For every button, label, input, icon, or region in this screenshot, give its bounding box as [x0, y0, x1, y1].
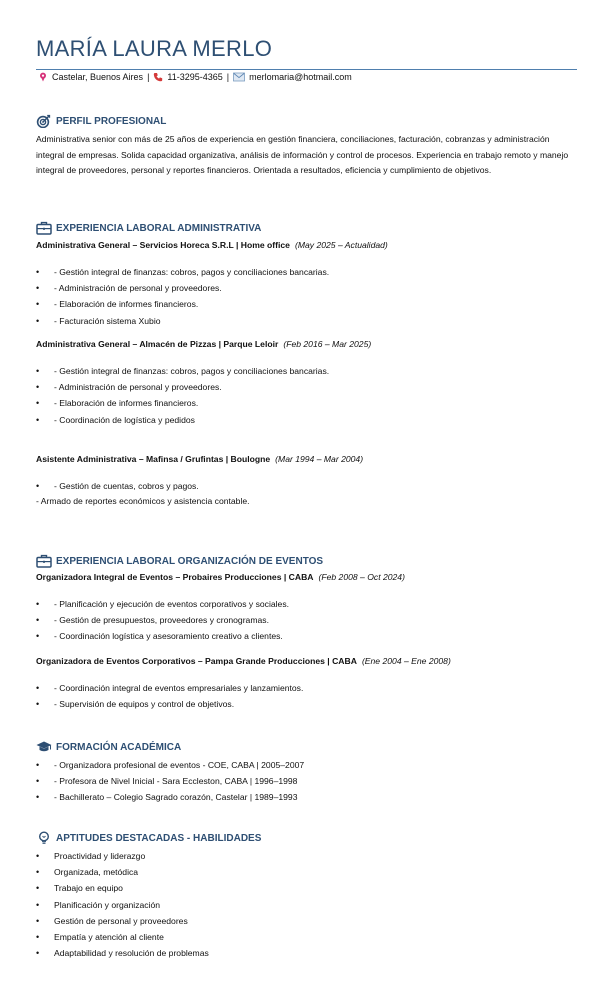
section-title: EXPERIENCIA LABORAL ADMINISTRATIVA	[56, 222, 262, 234]
list-item: • - Bachillerato – Colegio Sagrado corazón, Castelar | 1989–1993	[36, 789, 304, 805]
skills-list	[36, 848, 209, 961]
job-role: Organizadora de Eventos Corporativos – Pampa Grande Producciones | CABA	[36, 656, 357, 666]
job-period: (Feb 2008 – Oct 2024)	[318, 572, 405, 582]
job-responsibilities	[36, 680, 303, 712]
list-item: • - Supervisión de equipos y control de objetivos.	[36, 696, 303, 712]
job-role: Organizadora Integral de Eventos – Probaires Producciones | CABA	[36, 572, 314, 582]
list-item: • - Gestión de presupuestos, proveedores y cronogramas.	[36, 612, 289, 628]
job-title	[36, 656, 451, 666]
job-role: Administrativa General – Servicios Horeca S.R.L | Home office	[36, 240, 290, 250]
section-exp-admin-heading	[36, 221, 261, 235]
perfil-text: Administrativa senior con más de 25 años de experiencia en gestión financiera, conciliaciones, facturación, cobranzas y administración integral de empresas. Solida capacidad organizativa, análisis de información y control de procesos. Experiencia en trabajo remoto y manejo integral de proveedores, personal y reportes financieros. Orientada a resultados, eficiencia y cumplimiento de objetivos.	[36, 134, 569, 175]
job-role: Administrativa General – Almacén de Pizzas | Parque Leloir	[36, 339, 279, 349]
section-title: FORMACIÓN ACADÉMICA	[56, 741, 182, 753]
candidate-name: MARÍA LAURA MERLO	[36, 36, 273, 61]
list-item: • - Profesora de Nivel Inicial - Sara Eccleston, CABA | 1996–1998	[36, 773, 304, 789]
list-item: • - Coordinación integral de eventos empresariales y lanzamientos.	[36, 680, 303, 696]
briefcase-icon	[36, 221, 52, 235]
list-item: • - Elaboración de informes financieros.	[36, 296, 329, 312]
list-item: • - Administración de personal y proveedores.	[36, 379, 329, 395]
section-title: PERFIL PROFESIONAL	[56, 115, 167, 127]
section-title: EXPERIENCIA LABORAL ORGANIZACIÓN DE EVENTOS	[56, 555, 324, 567]
job-responsibilities	[36, 596, 289, 645]
graduation-cap-icon	[36, 740, 52, 754]
briefcase-icon	[36, 554, 52, 568]
list-item: • - Elaboración de informes financieros.	[36, 395, 329, 411]
header-divider	[36, 69, 577, 70]
list-item: • - Planificación y ejecución de eventos corporativos y sociales.	[36, 596, 289, 612]
list-item: • - Coordinación logística y asesoramiento creativo a clientes.	[36, 628, 289, 644]
job-period: (May 2025 – Actualidad)	[294, 240, 388, 250]
section-aptitudes-heading	[36, 831, 261, 845]
job-title	[36, 572, 405, 582]
list-item: • - Organizadora profesional de eventos - COE, CABA | 2005–2007	[36, 757, 304, 773]
list-item: • Gestión de personal y proveedores	[36, 913, 209, 929]
section-title: APTITUDES DESTACADAS - HABILIDADES	[56, 832, 262, 844]
list-item: • - Gestión integral de finanzas: cobros, pagos y conciliaciones bancarias.	[36, 264, 329, 280]
contact-separator: |	[147, 72, 150, 82]
job-responsibilities	[36, 363, 329, 428]
list-item: • - Gestión de cuentas, cobros y pagos.	[36, 478, 199, 494]
list-item: • Adaptabilidad y resolución de problemas	[36, 945, 209, 961]
contact-phone[interactable]: 11-3295-4365	[167, 72, 223, 82]
list-item: • Trabajo en equipo	[36, 880, 209, 896]
section-formacion-heading	[36, 740, 181, 754]
phone-icon	[153, 72, 163, 82]
job-extra-line: - Armado de reportes económicos y asistencia contable.	[36, 496, 250, 506]
list-item: • - Administración de personal y proveedores.	[36, 280, 329, 296]
job-title	[36, 454, 363, 464]
contact-separator: |	[226, 72, 230, 82]
list-item: • Proactividad y liderazgo	[36, 848, 209, 864]
section-exp-eventos-heading	[36, 554, 323, 568]
job-role: Asistente Administrativa – Mafinsa / Grufintas | Boulogne	[36, 454, 271, 464]
target-icon	[36, 114, 52, 128]
list-item: • Empatía y atención al cliente	[36, 929, 209, 945]
list-item: • - Coordinación de logística y pedidos	[36, 412, 329, 428]
map-pin-icon	[38, 72, 48, 82]
job-responsibilities	[36, 478, 199, 494]
job-period: (Ene 2004 – Ene 2008)	[361, 656, 451, 666]
section-perfil-heading	[36, 114, 166, 128]
job-period: (Feb 2016 – Mar 2025)	[283, 339, 372, 349]
email-icon	[233, 72, 245, 82]
contact-location: Castelar, Buenos Aires	[52, 72, 144, 82]
contact-line	[38, 72, 352, 82]
job-responsibilities	[36, 264, 329, 329]
list-item: • - Facturación sistema Xubio	[36, 313, 329, 329]
list-item: • Organizada, metódica	[36, 864, 209, 880]
job-title	[36, 240, 388, 250]
job-title	[36, 339, 371, 349]
list-item: • - Gestión integral de finanzas: cobros, pagos y conciliaciones bancarias.	[36, 363, 329, 379]
job-period: (Mar 1994 – Mar 2004)	[275, 454, 364, 464]
education-list	[36, 757, 304, 806]
lightbulb-icon	[36, 831, 52, 845]
list-item: • Planificación y organización	[36, 897, 209, 913]
contact-email[interactable]: merlomaria@hotmail.com	[249, 72, 352, 82]
